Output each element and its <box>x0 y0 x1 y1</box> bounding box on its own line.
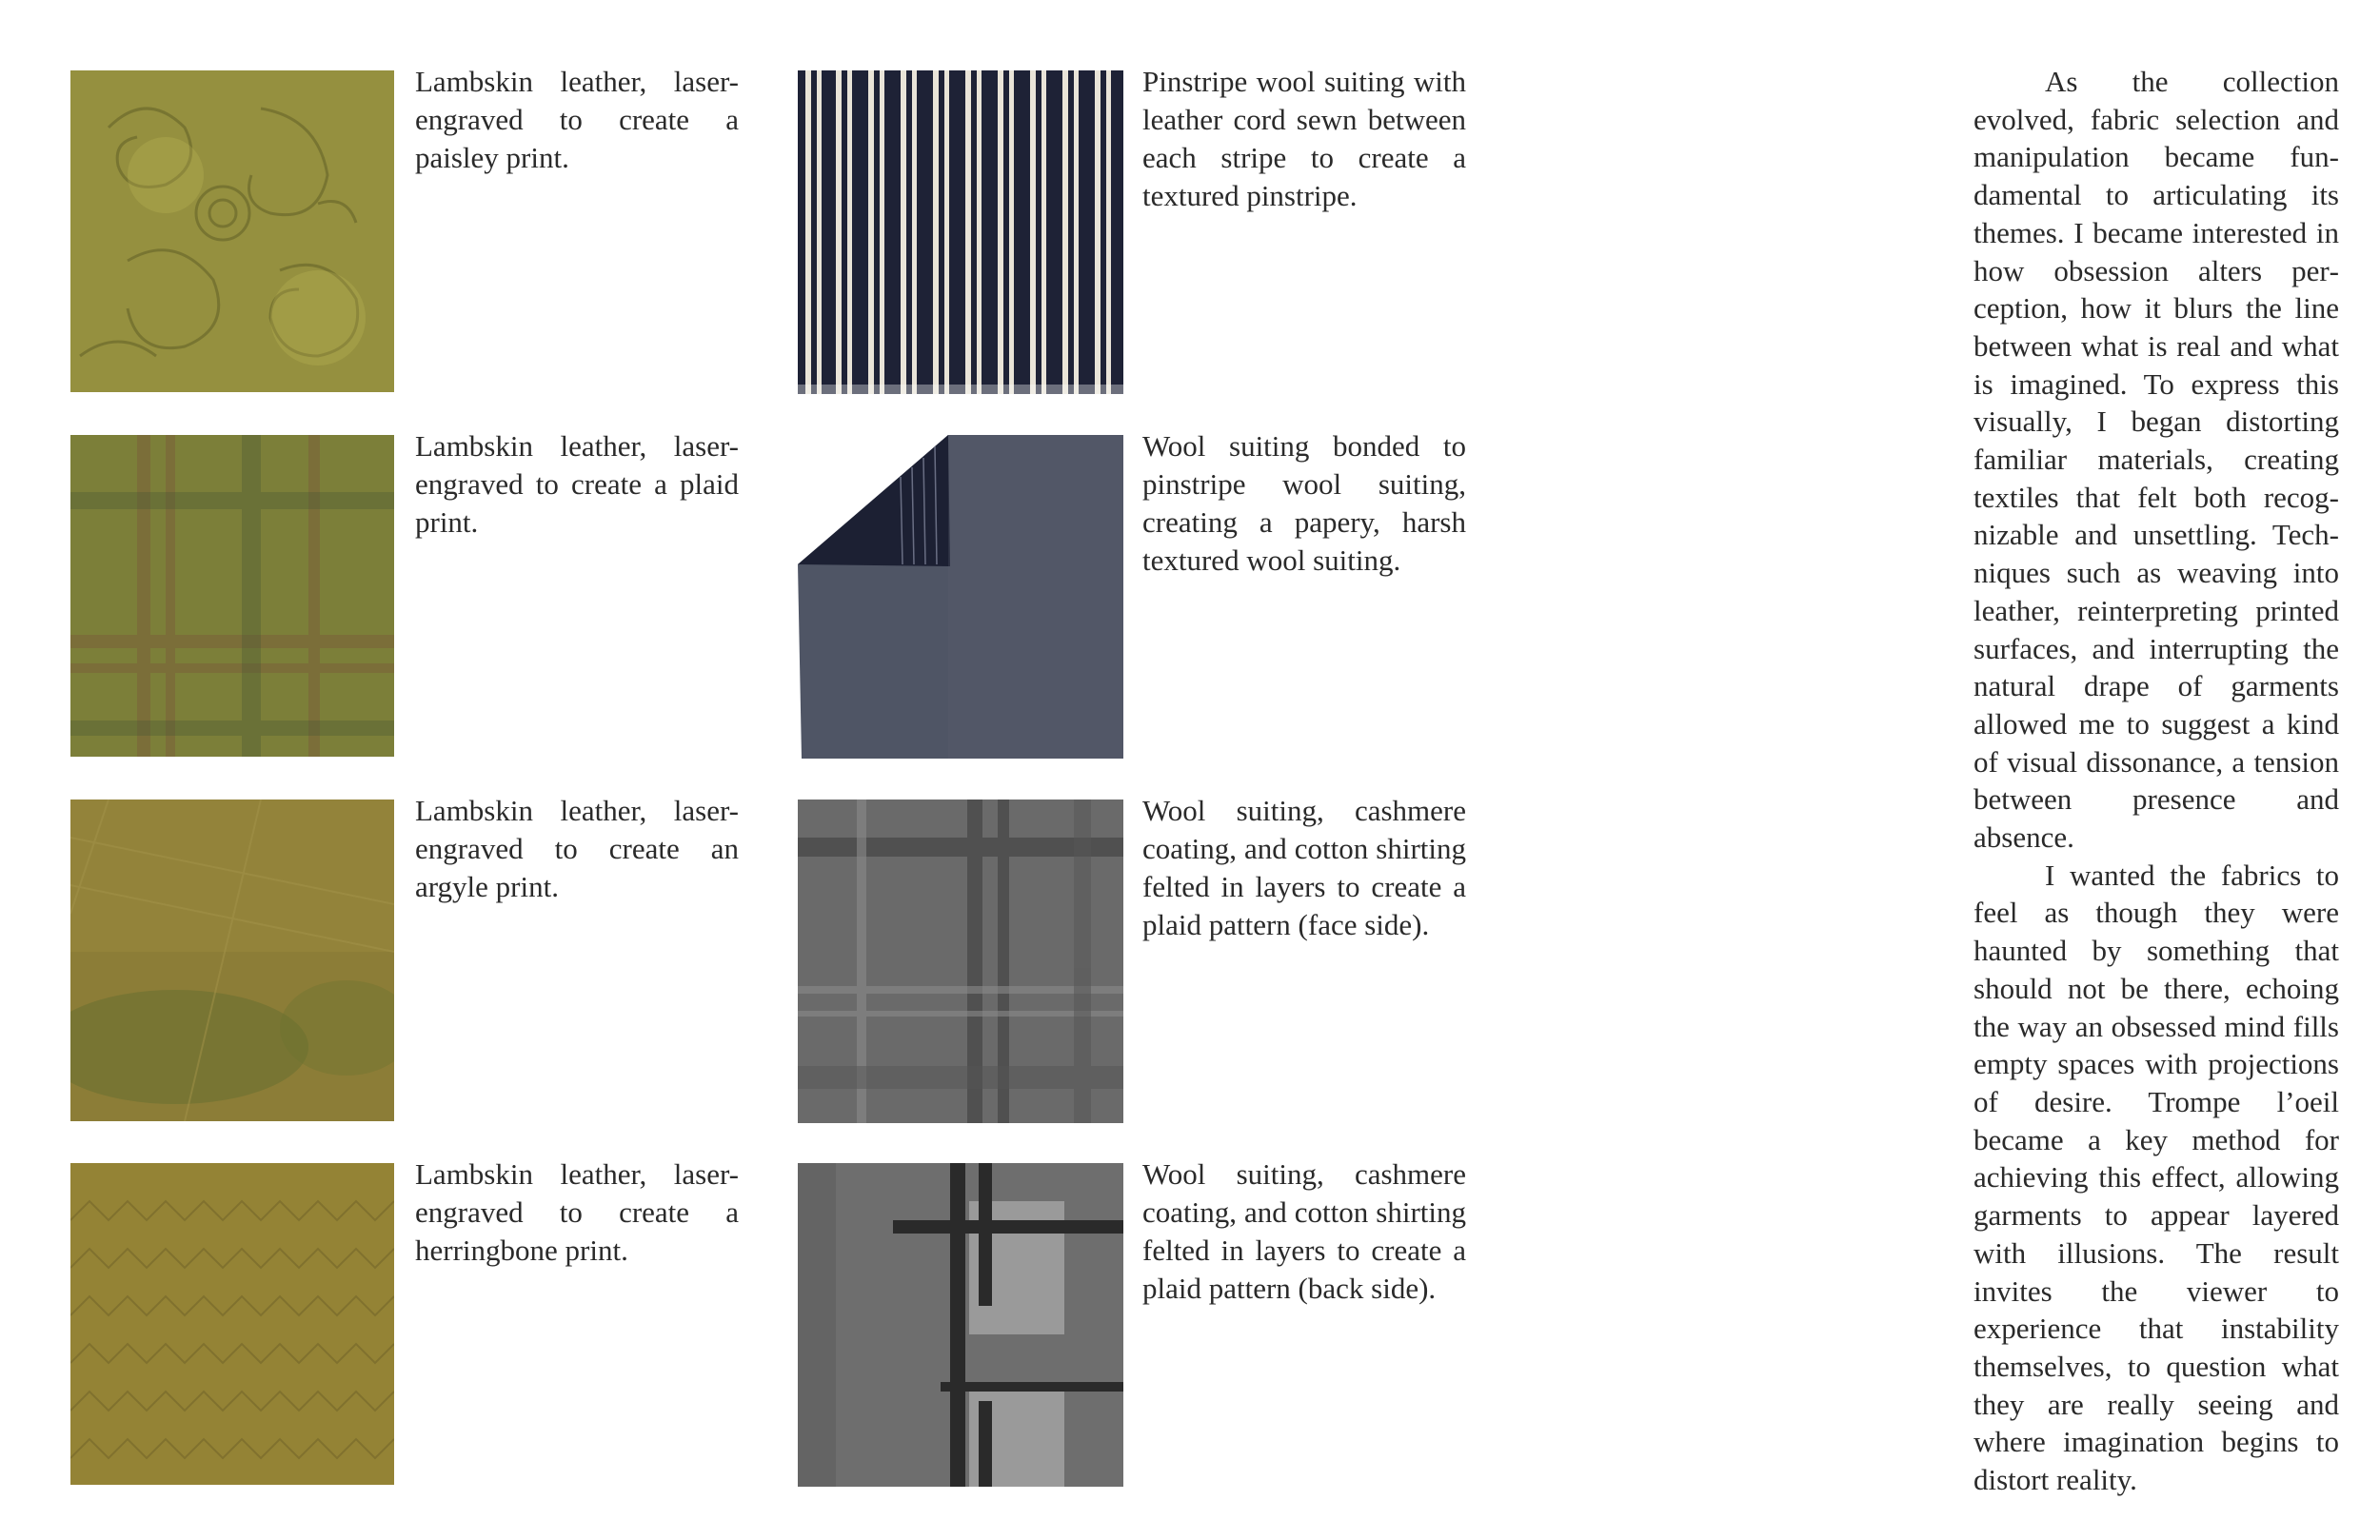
felted-plaid-face-swatch <box>798 800 1123 1123</box>
bonded-wool-swatch <box>798 435 1123 759</box>
felted-plaid-back-swatch <box>798 1163 1123 1487</box>
argyle-leather-swatch <box>70 800 394 1121</box>
herringbone-leather-swatch <box>70 1163 394 1485</box>
felted-plaid-back-caption: Wool suiting, cashmere coating, and cotton shirting felted in layers to create a plaid pattern (back side). <box>1142 1157 1466 1305</box>
paisley-leather-swatch <box>70 70 394 392</box>
argyle-leather-caption: Lambskin leather, laser-engraved to create an argyle print. <box>415 794 739 903</box>
essay-text <box>1973 63 2339 1499</box>
pinstripe-wool-caption: Pinstripe wool suiting with leather cord sewn between each stripe to create a textured pinstripe. <box>1142 65 1466 212</box>
felted-plaid-face-caption: Wool suiting, cashmere coating, and cotton shirting felted in layers to create a plaid pattern (face side). <box>1142 794 1466 941</box>
plaid-leather-caption: Lambskin leather, laser-engraved to create a plaid print. <box>415 429 739 539</box>
pinstripe-wool-swatch <box>798 70 1123 394</box>
plaid-leather-swatch <box>70 435 394 757</box>
herringbone-leather-caption: Lambskin leather, laser-engraved to create a herringbone print. <box>415 1157 739 1267</box>
essay-paragraph: As the collection evolved, fabric selection and manipulation became fundamental to articulating its themes. I became interested in how obsession alters perception, how it blurs the line between what is real and what is imagined. To express this visually, I began distorting familiar materials, creating textiles that felt both recognizable and unsettling. Techniques such as weaving into leather, reinterpreting printed surfaces, and interrupting the natural drape of garments allowed me to suggest a kind of visual dissonance, a tension between presence and absence. <box>1973 65 2339 855</box>
bonded-wool-caption: Wool suiting bonded to pinstripe wool suiting, creating a papery, harsh textured wool suiting. <box>1142 429 1466 577</box>
essay-paragraph: I wanted the fabrics to feel as though they were haunted by something that should not be there, echoing the way an obsessed mind fills empty spaces with projections of desire. Trompe l’oeil became a key method for achieving this effect, allowing garments to appear layered with illusions. The result invites the viewer to experience that instability themselves, to question what they are really seeing and where imagination begins to distort reality. <box>1973 858 2339 1497</box>
paisley-leather-caption: Lambskin leather, laser-engraved to create a paisley print. <box>415 65 739 174</box>
